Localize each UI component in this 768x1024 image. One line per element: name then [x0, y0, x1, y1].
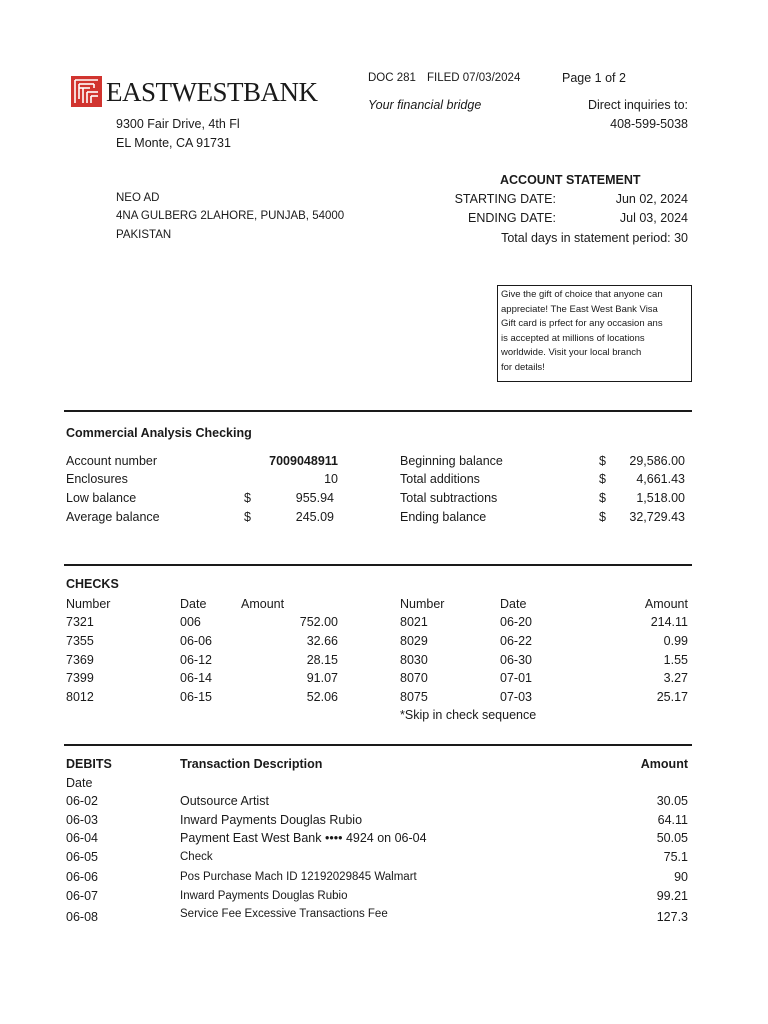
total-additions-currency: $: [599, 472, 606, 486]
section-divider: [64, 564, 692, 566]
checks-amount-header: Amount: [241, 597, 285, 611]
bank-address-line2: EL Monte, CA 91731: [116, 136, 231, 150]
check-number: 7369: [66, 653, 94, 667]
low-balance-label: Low balance: [66, 491, 137, 505]
ending-balance-label: Ending balance: [400, 510, 487, 524]
bank-logo-icon: [71, 76, 102, 107]
check-number: 7355: [66, 634, 94, 648]
debit-date: 06-06: [66, 870, 98, 884]
total-subtractions-value: 1,518.00: [636, 491, 685, 505]
bank-name-logo: EASTWESTBANK: [106, 77, 318, 107]
debit-description: Check: [180, 851, 213, 863]
checks-date-header: Date: [500, 597, 527, 611]
debit-amount: 127.3: [656, 910, 688, 924]
statement-period: Total days in statement period: 30: [501, 231, 688, 245]
checks-number-header: Number: [400, 597, 445, 611]
checks-date-header: Date: [180, 597, 207, 611]
promo-line: worldwide. Visit your local branch: [501, 347, 642, 359]
debit-description: Pos Purchase Mach ID 12192029845 Walmart: [180, 871, 417, 883]
ending-balance-value: 32,729.43: [629, 510, 685, 524]
enclosures-value: 10: [324, 472, 338, 486]
check-sequence-footnote: *Skip in check sequence: [400, 708, 537, 722]
check-date: 06-06: [180, 634, 212, 648]
check-amount: 91.07: [306, 671, 338, 685]
inquiries-phone: 408-599-5038: [610, 117, 688, 131]
check-number: 8030: [400, 653, 428, 667]
ending-date-label: ENDING DATE:: [468, 211, 556, 225]
check-date: 006: [180, 615, 201, 629]
customer-address-line2: PAKISTAN: [116, 229, 172, 241]
total-additions-label: Total additions: [400, 472, 480, 486]
check-date: 06-20: [500, 615, 532, 629]
section-divider: [64, 410, 692, 412]
customer-name: NEO AD: [116, 192, 160, 204]
starting-date-value: Jun 02, 2024: [615, 192, 688, 206]
debit-description: Inward Payments Douglas Rubio: [180, 813, 363, 827]
check-number: 7399: [66, 671, 94, 685]
total-additions-value: 4,661.43: [636, 472, 685, 486]
check-amount: 214.11: [650, 615, 688, 629]
debit-date: 06-03: [66, 813, 98, 827]
beginning-balance-value: 29,586.00: [629, 454, 685, 468]
enclosures-label: Enclosures: [66, 472, 128, 486]
promo-line: for details!: [501, 361, 545, 373]
promo-line: appreciate! The East West Bank Visa: [501, 303, 658, 315]
checks-amount-header: Amount: [644, 597, 688, 611]
check-amount: 0.99: [663, 634, 688, 648]
debit-amount: 75.1: [663, 850, 688, 864]
bank-address-line1: 9300 Fair Drive, 4th Fl: [116, 117, 240, 131]
account-type-title: Commercial Analysis Checking: [66, 426, 252, 440]
account-number-label: Account number: [66, 454, 158, 468]
check-amount: 28.15: [306, 653, 338, 667]
debit-amount: 90: [674, 870, 688, 884]
beginning-balance-label: Beginning balance: [400, 454, 503, 468]
promo-line: Give the gift of choice that anyone can: [501, 289, 663, 300]
check-number: 7321: [66, 615, 94, 629]
promo-line: Gift card is prfect for any occasion ans: [501, 318, 663, 330]
debits-date-header: Date: [66, 776, 93, 790]
debits-description-header: Transaction Description: [180, 757, 323, 771]
check-amount: 3.27: [663, 671, 688, 685]
low-balance-currency: $: [244, 491, 251, 505]
debit-description: Service Fee Excessive Transactions Fee: [180, 908, 388, 920]
check-number: 8029: [400, 634, 428, 648]
debit-description: Payment East West Bank •••• 4924 on 06-04: [180, 831, 427, 845]
low-balance-value: 955.94: [295, 491, 334, 505]
check-number: 8021: [400, 615, 428, 629]
debit-description: Inward Payments Douglas Rubio: [180, 890, 348, 902]
filed-label: FILED 07/03/2024: [427, 72, 521, 84]
ending-date-value: Jul 03, 2024: [619, 211, 688, 225]
inquiries-label: Direct inquiries to:: [587, 98, 688, 112]
account-number-value: 7009048911: [269, 454, 338, 468]
check-number: 8075: [400, 690, 428, 704]
promo-line: is accepted at millions of locations: [501, 332, 645, 344]
debit-amount: 50.05: [656, 831, 688, 845]
page-indicator: Page 1 of 2: [562, 71, 626, 85]
check-amount: 25.17: [656, 690, 688, 704]
debit-description: Outsource Artist: [180, 794, 269, 808]
debits-amount-header: Amount: [640, 757, 688, 771]
debit-amount: 64.11: [657, 813, 688, 827]
checks-number-header: Number: [66, 597, 111, 611]
check-date: 07-03: [500, 690, 532, 704]
debit-date: 06-07: [66, 889, 98, 903]
beginning-balance-currency: $: [599, 454, 606, 468]
section-divider: [64, 744, 692, 746]
check-date: 06-22: [500, 634, 532, 648]
total-subtractions-label: Total subtractions: [400, 491, 498, 505]
debit-date: 06-08: [66, 910, 98, 924]
promo-box: [497, 285, 692, 382]
statement-title: ACCOUNT STATEMENT: [500, 173, 641, 187]
check-amount: 1.55: [663, 653, 688, 667]
debit-date: 06-02: [66, 794, 98, 808]
debits-title: DEBITS: [66, 757, 112, 771]
debit-amount: 30.05: [656, 794, 688, 808]
debit-date: 06-05: [66, 850, 98, 864]
average-balance-label: Average balance: [66, 510, 160, 524]
debit-amount: 99.21: [656, 889, 688, 903]
average-balance-value: 245.09: [295, 510, 334, 524]
check-date: 07-01: [500, 671, 532, 685]
check-date: 06-15: [180, 690, 212, 704]
check-number: 8070: [400, 671, 428, 685]
starting-date-label: STARTING DATE:: [454, 192, 556, 206]
check-amount: 52.06: [306, 690, 338, 704]
ending-balance-currency: $: [599, 510, 606, 524]
customer-address-line1: 4NA GULBERG 2LAHORE, PUNJAB, 54000: [116, 210, 345, 222]
check-number: 8012: [66, 690, 94, 704]
check-amount: 752.00: [299, 615, 338, 629]
check-date: 06-30: [500, 653, 532, 667]
check-date: 06-12: [180, 653, 212, 667]
average-balance-currency: $: [244, 510, 251, 524]
checks-title: CHECKS: [66, 577, 119, 591]
total-subtractions-currency: $: [599, 491, 606, 505]
doc-label: DOC 281: [368, 72, 416, 84]
check-amount: 32.66: [306, 634, 338, 648]
check-date: 06-14: [180, 671, 212, 685]
debit-date: 06-04: [66, 831, 98, 845]
bank-tagline: Your financial bridge: [368, 98, 482, 112]
